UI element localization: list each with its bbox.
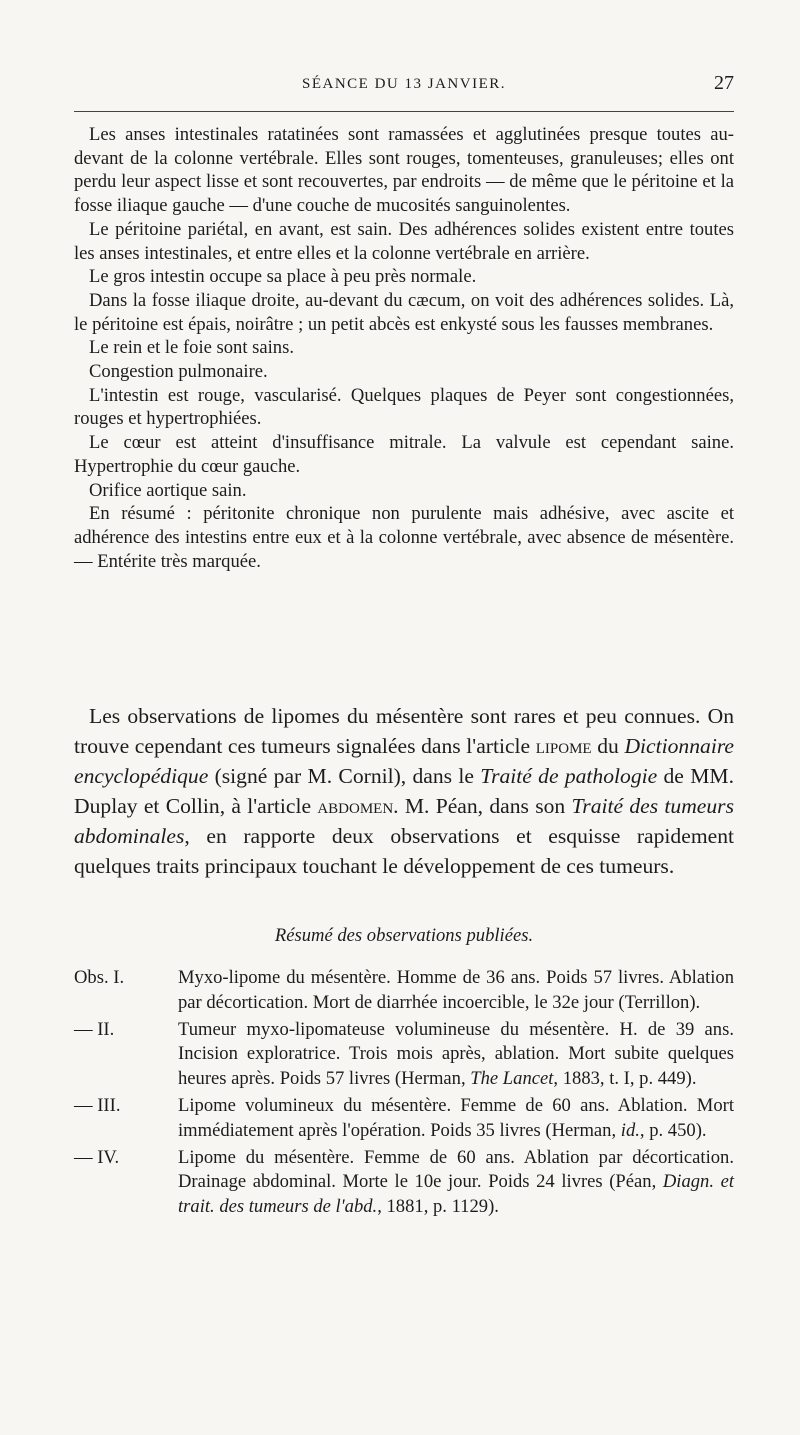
case-paragraph: En résumé : péritonite chronique non purulente mais adhésive, avec ascite et adhérence des intestins entre eux et à la colonne vertébrale, avec absence de mésentère. — Entérite très marquée. <box>74 503 734 572</box>
text-run: Tumeur myxo-lipomateuse volumineuse du mésentère. H. de 39 ans. Incision exploratrice. Trois mois après, ablation. Mort subite quelques heures après. Poids 57 livres (Herman, <box>178 1018 734 1090</box>
observation-item <box>74 966 734 1016</box>
observation-number: Obs. I. <box>74 967 125 988</box>
text-run: Lipome volumineux du mésentère. Femme de 60 ans. Ablation. Mort immédiatement après l'opération. Poids 35 livres (Herman, <box>178 1094 734 1141</box>
case-paragraph: L'intestin est rouge, vascularisé. Quelques plaques de Peyer sont congestionnées, rouges et hypertrophiées. <box>74 384 734 430</box>
case-report-text <box>74 123 734 573</box>
main-paragraph <box>74 701 734 881</box>
running-header <box>74 70 734 96</box>
observation-text <box>178 1146 734 1220</box>
observation-number: — III. <box>74 1094 121 1116</box>
running-title: SÉANCE DU 13 JANVIER. <box>302 76 506 92</box>
observation-text <box>178 1018 734 1092</box>
text-run: , 1881, p. 1129). <box>377 1196 499 1218</box>
text-run: , en rapporte deux observations et esquisse rapidement quelques traits principaux touchant le développement de ces tumeurs. <box>74 824 734 878</box>
text-run: Lipome du mésentère. Femme de 60 ans. Ablation par décortication. Drainage abdominal. Morte le 10e jour. Poids 24 livres (Péan, <box>178 1146 734 1193</box>
case-paragraph: Dans la fosse iliaque droite, au-devant du cæcum, on voit des adhérences solides. Là, le péritoine est épais, noirâtre ; un petit abcès est enkysté sous les fausses membranes. <box>74 289 734 335</box>
case-paragraph: Le péritoine pariétal, en avant, est sain. Des adhérences solides existent entre toutes les anses intestinales, et entre elles et la colonne vertébrale en arrière. <box>74 218 734 264</box>
observations-list <box>74 966 734 1222</box>
text-run: , 1883, t. I, p. 449). <box>553 1068 697 1090</box>
observation-item <box>74 1018 734 1092</box>
book-title: Dictionnaire encyclopédique <box>74 734 735 788</box>
text-run: , p. 450). <box>639 1119 707 1141</box>
text-run: Les observations de lipomes du mésentère sont rares et peu connues. On trouve cependant ces tumeurs signalées dans l'article <box>74 704 734 758</box>
case-paragraph: Orifice aortique sain. <box>89 479 247 501</box>
case-paragraph: Le cœur est atteint d'insuffisance mitrale. La valvule est cependant saine. Hypertrophie du cœur gauche. <box>74 432 734 477</box>
small-caps-term: lipome <box>535 734 592 758</box>
case-paragraph: Le gros intestin occupe sa place à peu près normale. <box>89 266 477 288</box>
book-title: Traité des tumeurs abdominales <box>74 794 734 848</box>
page-number: 27 <box>714 72 734 94</box>
observation-number: — II. <box>74 1018 115 1040</box>
observation-text <box>178 1094 734 1144</box>
observation-item <box>74 1146 734 1220</box>
citation-title: Diagn. et trait. des tumeurs de l'abd. <box>178 1171 735 1218</box>
section-subheading: Résumé des observations publiées. <box>274 925 534 946</box>
main-text <box>74 701 734 881</box>
book-title: Traité de pathologie <box>480 764 658 788</box>
citation-title: The Lancet <box>470 1068 554 1090</box>
case-paragraph: Le rein et le foie sont sains. <box>89 337 294 359</box>
observation-item <box>74 1094 734 1144</box>
text-run: du <box>591 734 625 758</box>
case-paragraph: Congestion pulmonaire. <box>89 361 268 383</box>
text-run: . M. Péan, dans son <box>393 794 572 818</box>
small-caps-term: abdomen <box>317 794 394 818</box>
text-run: (signé par M. Cornil), dans le <box>208 764 481 788</box>
text-run: de MM. Duplay et Collin, à l'article <box>74 764 734 818</box>
observation-text: Myxo-lipome du mésentère. Homme de 36 ans. Poids 57 livres. Ablation par décortication. Mort de diarrhée incoercible, le 32e jour (Terrillon). <box>178 967 734 1013</box>
citation-title: id. <box>620 1119 640 1141</box>
observation-number: — IV. <box>74 1146 120 1168</box>
header-rule <box>74 111 734 112</box>
case-paragraph: Les anses intestinales ratatinées sont ramassées et agglutinées presque toutes au-devant de la colonne vertébrale. Elles sont rouges, tomenteuses, granuleuses; elles ont perdu leur aspect lisse et sont recouvertes, par endroits — de même que le péritoine et la fosse iliaque gauche — d'une couche de mucosités sanguinolentes. <box>74 124 734 217</box>
